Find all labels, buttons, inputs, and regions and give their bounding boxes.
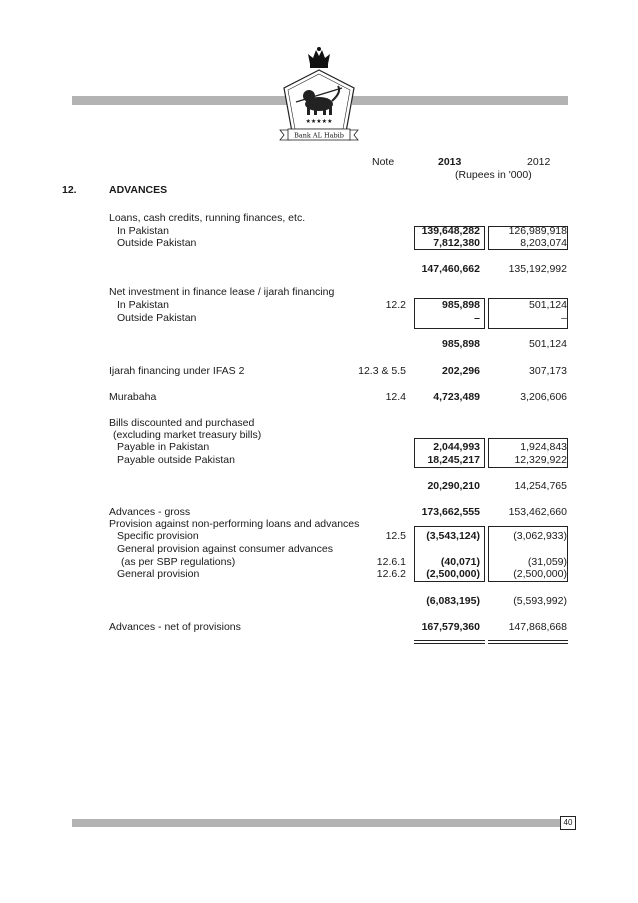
row-label: Provision against non-performing loans and advances: [109, 518, 360, 530]
row-label: (as per SBP regulations): [121, 556, 236, 568]
row-note: 12.6.1: [376, 556, 406, 568]
subtotal-2012: 14,254,765: [514, 480, 567, 492]
row-note: 12.3 & 5.5: [358, 365, 406, 377]
page-number: 40: [560, 816, 576, 830]
subtotal-2012: 501,124: [529, 338, 567, 350]
row-label: Bills discounted and purchased: [109, 417, 255, 429]
row-label: Advances - gross: [109, 506, 191, 518]
section-title: ADVANCES: [109, 184, 168, 196]
double-rule-current-1: [414, 640, 485, 641]
row-value-2012: 307,173: [529, 365, 567, 377]
row-label: In Pakistan: [117, 299, 169, 311]
row-value-2012: 1,924,843: [520, 441, 567, 453]
row-label: General provision against consumer advances: [117, 543, 333, 555]
row-value-2013: –: [474, 312, 480, 324]
year-prior-header: 2012: [527, 156, 551, 168]
row-value-2012: 153,462,660: [508, 506, 567, 518]
logo-wordmark: Bank AL Habib: [294, 131, 344, 140]
subtotal-2013: 20,290,210: [427, 480, 480, 492]
row-label: Advances - net of provisions: [109, 621, 241, 633]
row-value-2013: (3,543,124): [426, 530, 480, 542]
total-2012: 147,868,668: [508, 621, 567, 633]
row-note: 12.2: [385, 299, 406, 311]
row-label: Loans, cash credits, running finances, etc.: [109, 212, 306, 224]
row-value-2013: (40,071): [440, 556, 480, 568]
year-current-header: 2013: [438, 156, 462, 168]
subtotal-2012: (5,593,992): [513, 595, 567, 607]
double-rule-current-2: [414, 643, 485, 644]
row-value-2013: 202,296: [442, 365, 480, 377]
row-value-2012: (3,062,933): [513, 530, 567, 542]
row-value-2013: 985,898: [442, 299, 480, 311]
bank-logo-icon: [276, 44, 362, 144]
row-label: (excluding market treasury bills): [113, 429, 262, 441]
header-rule-right: [352, 96, 568, 105]
row-value-2012: –: [561, 312, 567, 324]
row-label: Murabaha: [109, 391, 157, 403]
row-value-2013: 2,044,993: [433, 441, 480, 453]
row-label: Specific provision: [117, 530, 199, 542]
header-rule-left: [72, 96, 290, 105]
row-value-2012: 501,124: [529, 299, 567, 311]
row-value-2013: 18,245,217: [427, 454, 480, 466]
row-value-2013: 173,662,555: [421, 506, 480, 518]
logo-stars: ★★★★★: [305, 118, 333, 125]
subtotal-2013: (6,083,195): [426, 595, 480, 607]
row-value-2012: 8,203,074: [520, 237, 567, 249]
row-value-2013: 7,812,380: [433, 237, 480, 249]
row-label: In Pakistan: [117, 225, 169, 237]
footer-rule: [72, 819, 560, 827]
row-label: General provision: [117, 568, 200, 580]
row-value-2013: (2,500,000): [426, 568, 480, 580]
units-label: (Rupees in '000): [455, 169, 532, 181]
row-value-2013: 4,723,489: [433, 391, 480, 403]
row-label: Ijarah financing under IFAS 2: [109, 365, 245, 377]
row-value-2012: 126,989,918: [508, 225, 567, 237]
double-rule-prior-2: [488, 643, 568, 644]
row-note: 12.5: [385, 530, 406, 542]
row-value-2012: 3,206,606: [520, 391, 567, 403]
row-label: Payable outside Pakistan: [117, 454, 235, 466]
row-value-2013: 139,648,282: [421, 225, 480, 237]
subtotal-2013: 985,898: [442, 338, 480, 350]
total-2013: 167,579,360: [421, 621, 480, 633]
row-label: Outside Pakistan: [117, 312, 197, 324]
row-label: Net investment in finance lease / ijarah financing: [109, 286, 335, 298]
subtotal-2013: 147,460,662: [421, 263, 480, 275]
row-note: 12.4: [385, 391, 406, 403]
row-value-2012: 12,329,922: [514, 454, 567, 466]
row-note: 12.6.2: [376, 568, 406, 580]
row-value-2012: (2,500,000): [513, 568, 567, 580]
row-label: Payable in Pakistan: [117, 441, 210, 453]
section-number: 12.: [62, 184, 77, 196]
subtotal-2012: 135,192,992: [508, 263, 567, 275]
note-header: Note: [372, 156, 395, 168]
double-rule-prior-1: [488, 640, 568, 641]
row-label: Outside Pakistan: [117, 237, 197, 249]
row-value-2012: (31,059): [527, 556, 567, 568]
